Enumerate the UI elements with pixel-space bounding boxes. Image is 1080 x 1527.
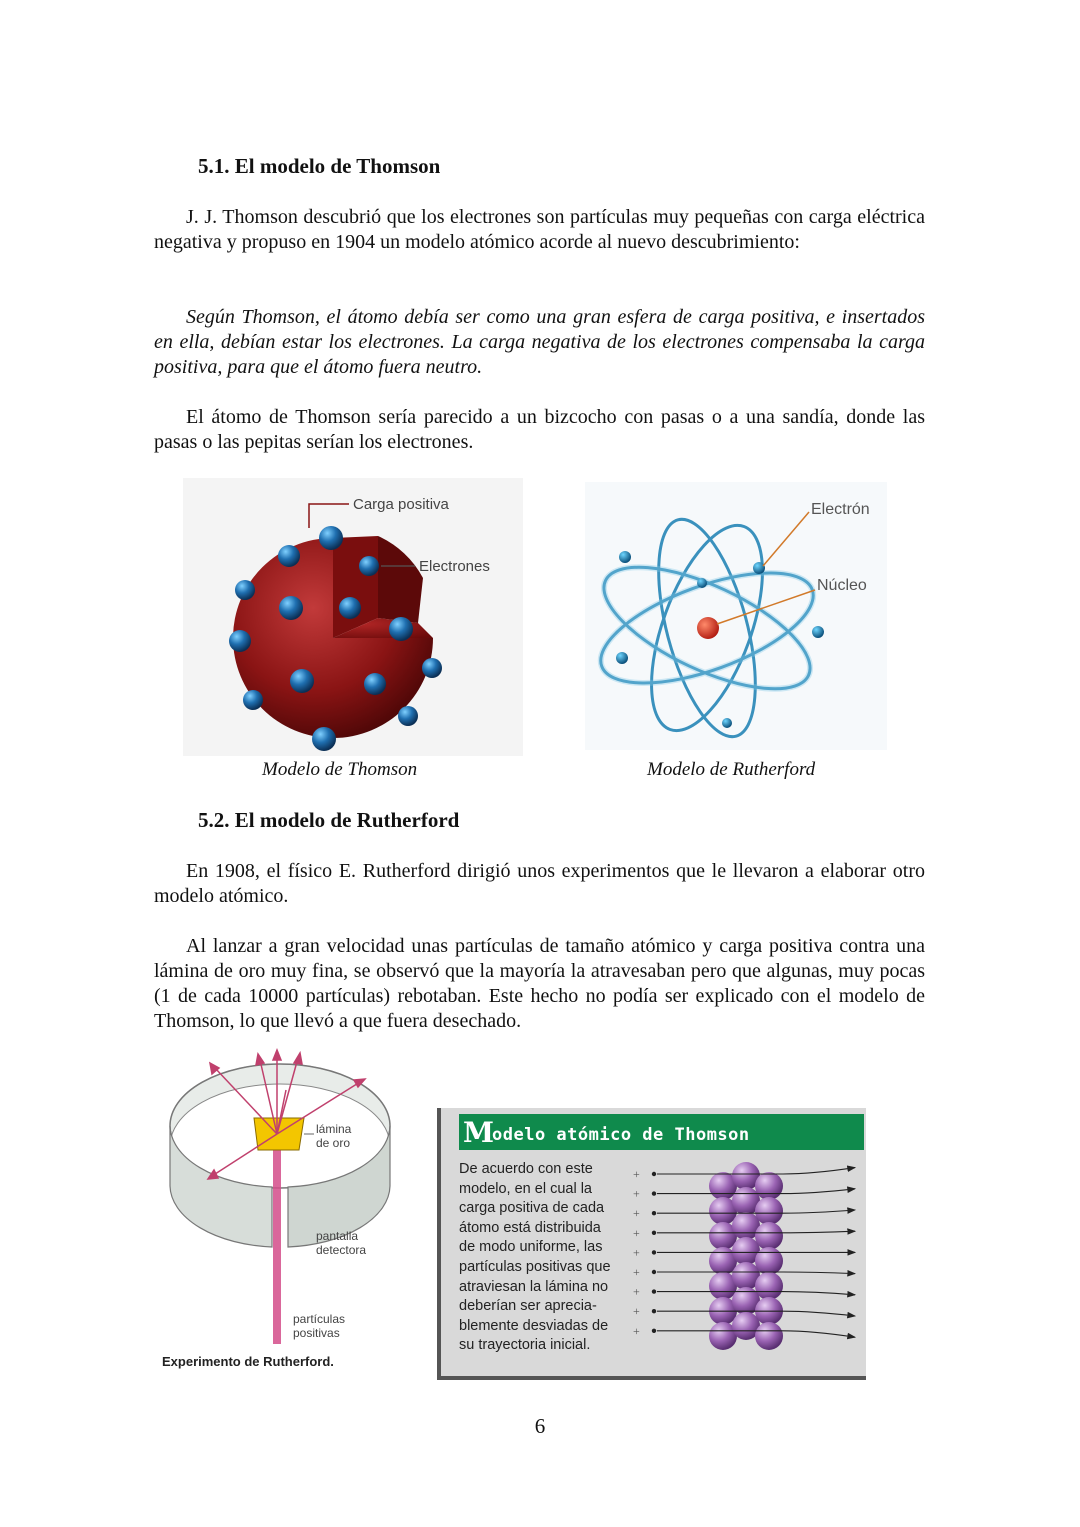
atom-spheres <box>709 1162 783 1350</box>
label-electron: Electrón <box>811 501 870 518</box>
particle-dot <box>652 1211 656 1215</box>
particle-dot <box>652 1172 656 1176</box>
paragraph-thomson-intro: J. J. Thomson descubrió que los electrones son partículas muy pequeñas con carga eléctrica negativa y propuso en 1904 un modelo atómico acorde al nuevo descubrimiento: <box>154 206 925 253</box>
paragraph-thomson-definition: Según Thomson, el átomo debía ser como una gran esfera de carga positiva, e insertados en ella, debían estar los electrones. La carga negativa de los electrones compensaba la carga positiva, para que el átomo fuera neutro. <box>154 306 925 378</box>
box-line: atraviesan la lámina no <box>459 1278 609 1295</box>
box-line: átomo está distribuida <box>459 1219 601 1236</box>
rutherford-model-figure <box>585 482 887 750</box>
particle-dot <box>652 1329 656 1333</box>
paragraph-rutherford-experiment: Al lanzar a gran velocidad unas partículas de tamaño atómico y carga positiva contra una lámina de oro muy fina, se observó que la mayoría la atravesaban pero que algunas, muy pocas (1 de cada 10000 partículas) rebotaban. Este hecho no podía ser explicado con el modelo de Thomson, lo que llevó a que fuera desechado. <box>154 935 925 1032</box>
plus-sign: + <box>633 1225 640 1240</box>
particle-dot <box>652 1191 656 1195</box>
plus-sign: + <box>633 1245 640 1260</box>
rutherford-experiment-figure <box>160 1046 400 1376</box>
plus-sign: + <box>633 1206 640 1221</box>
thomson-trajectory-diagram <box>633 1160 863 1360</box>
particle-dot <box>652 1289 656 1293</box>
box-line: carga positiva de cada <box>459 1200 605 1217</box>
paragraph-thomson-analogy: El átomo de Thomson sería parecido a un bizcocho con pasas o a una sandía, donde las pasas o las pepitas serían los electrones. <box>154 406 925 453</box>
label-screen-1: pantalla <box>316 1229 359 1243</box>
particle-dot <box>652 1250 656 1254</box>
particle-beam <box>273 1144 281 1344</box>
page-number: 6 <box>534 1414 546 1438</box>
plus-sign: + <box>633 1167 640 1181</box>
plus-sign: + <box>633 1304 640 1319</box>
box-line: deberían ser aprecia- <box>459 1298 597 1315</box>
atom-sphere <box>755 1272 783 1300</box>
particle-dot <box>652 1231 656 1235</box>
box-line: blemente desviadas de <box>459 1317 609 1334</box>
nucleus-dot <box>697 617 719 639</box>
box-line: modelo, en el cual la <box>459 1180 592 1197</box>
plus-sign: + <box>633 1323 640 1338</box>
caption-rutherford: Modelo de Rutherford <box>647 759 816 780</box>
caption-experiment: Experimento de Rutherford. <box>162 1354 334 1369</box>
section-title-thomson: 5.1. El modelo de Thomson <box>198 154 441 178</box>
label-screen-2: detectora <box>316 1243 367 1257</box>
box-header <box>459 1114 864 1150</box>
atom-sphere <box>755 1197 783 1225</box>
label-particles-1: partículas <box>293 1312 346 1326</box>
particle-dot <box>652 1309 656 1313</box>
box-line: partículas positivas que <box>459 1258 611 1275</box>
thomson-model-box <box>437 1108 866 1380</box>
box-line: de modo uniforme, las <box>459 1239 603 1256</box>
label-nucleus: Núcleo <box>817 577 867 594</box>
particle-dot <box>652 1270 656 1274</box>
box-line: su trayectoria inicial. <box>459 1337 591 1354</box>
atom-sphere <box>755 1322 783 1350</box>
plus-sign: + <box>633 1186 640 1201</box>
paragraph-rutherford-intro: En 1908, el físico E. Rutherford dirigió unos experimentos que le llevaron a elaborar otro modelo atómico. <box>154 860 925 907</box>
plus-sign: + <box>633 1265 640 1279</box>
label-positive-charge: Carga positiva <box>353 496 449 513</box>
caption-thomson: Modelo de Thomson <box>262 759 418 780</box>
atom-sphere <box>755 1172 783 1200</box>
thomson-model-figure <box>183 478 523 756</box>
label-electrons: Electrones <box>419 558 490 575</box>
label-foil-2: de oro <box>316 1136 351 1150</box>
box-text <box>459 1160 627 1356</box>
section-title-rutherford: 5.2. El modelo de Rutherford <box>198 808 460 832</box>
label-particles-2: positivas <box>293 1326 340 1340</box>
label-foil-1: lámina <box>316 1122 352 1136</box>
plus-sign: + <box>633 1284 640 1299</box>
box-title-initial: M <box>463 1116 494 1149</box>
atom-sphere <box>755 1222 783 1250</box>
box-title: odelo atómico de Thomson <box>492 1125 750 1145</box>
atom-sphere <box>755 1247 783 1275</box>
box-line: De acuerdo con este <box>459 1161 593 1177</box>
